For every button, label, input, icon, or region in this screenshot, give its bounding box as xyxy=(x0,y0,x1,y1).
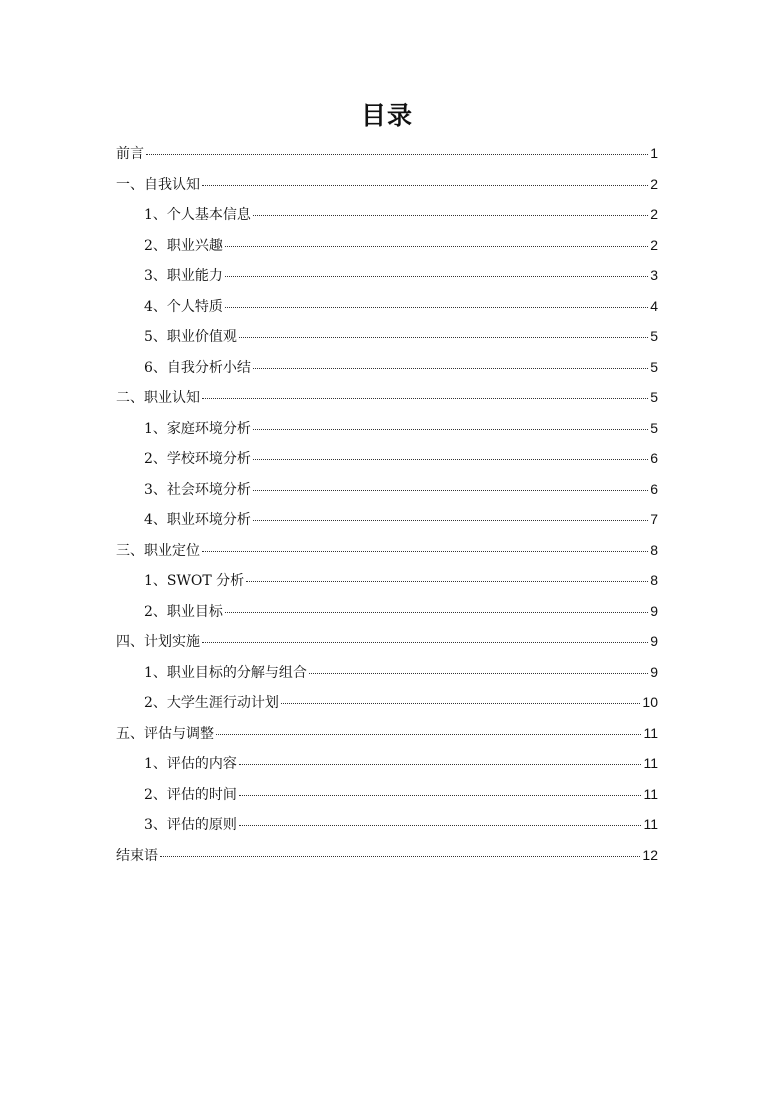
toc-subentry[interactable] xyxy=(116,230,658,261)
toc-entry-page: 9 xyxy=(650,633,658,649)
toc-entry-label: 1、SWOT 分析 xyxy=(144,573,245,589)
toc-subentry[interactable] xyxy=(116,504,658,535)
toc-entry[interactable] xyxy=(116,718,658,749)
toc-dot-leader xyxy=(202,185,648,186)
toc-entry-page: 5 xyxy=(650,328,658,344)
toc-entry[interactable] xyxy=(116,840,658,871)
toc-entry-label: 三、职业定位 xyxy=(116,542,200,559)
toc-title: 目录 xyxy=(360,101,413,130)
toc-subentry[interactable] xyxy=(116,565,658,596)
toc-entry[interactable] xyxy=(116,138,658,169)
toc-dot-leader xyxy=(216,734,641,735)
toc-dot-leader xyxy=(253,520,648,521)
toc-subentry[interactable] xyxy=(116,443,658,474)
toc-entry-label: 1、家庭环境分析 xyxy=(144,420,251,437)
toc-entry-label: 2、大学生涯行动计划 xyxy=(144,695,279,711)
toc-entry-label: 1、个人基本信息 xyxy=(144,207,251,223)
toc-entry-page: 8 xyxy=(650,572,658,588)
toc-subentry[interactable] xyxy=(116,687,658,718)
toc-subentry[interactable] xyxy=(116,199,658,230)
toc-entry[interactable] xyxy=(116,382,658,413)
toc-entry-page: 2 xyxy=(650,206,658,222)
toc-entry[interactable] xyxy=(116,626,658,657)
toc-subentry[interactable] xyxy=(116,291,658,322)
toc-entry-page: 5 xyxy=(650,358,658,375)
toc-entry-label: 1、评估的内容 xyxy=(144,756,237,772)
toc-dot-leader xyxy=(202,642,648,643)
toc-entry-label: 3、评估的原则 xyxy=(144,817,237,833)
toc-entry-page: 4 xyxy=(650,297,658,314)
toc-entry-label: 5、职业价值观 xyxy=(144,329,237,345)
toc-entry-page: 9 xyxy=(650,663,658,680)
toc-entry-label: 4、个人特质 xyxy=(144,298,223,315)
toc-dot-leader xyxy=(253,368,648,369)
toc-entry-label: 一、自我认知 xyxy=(116,176,200,193)
toc-subentry[interactable] xyxy=(116,260,658,291)
toc-subentry[interactable] xyxy=(116,321,658,352)
toc-dot-leader xyxy=(253,429,648,430)
toc-entry-label: 6、自我分析小结 xyxy=(144,359,251,376)
toc-entry-label: 结束语 xyxy=(116,847,158,864)
toc-subentry[interactable] xyxy=(116,596,658,627)
toc-dot-leader xyxy=(246,581,648,582)
toc-dot-leader xyxy=(253,459,648,460)
toc-entry-page: 9 xyxy=(650,602,658,619)
toc-entry-label: 二、职业认知 xyxy=(116,390,200,406)
toc-entry-label: 1、职业目标的分解与组合 xyxy=(144,664,307,681)
toc-dot-leader xyxy=(202,398,648,399)
toc-subentry[interactable] xyxy=(116,809,658,840)
toc-dot-leader xyxy=(239,825,642,826)
toc-entry-page: 11 xyxy=(643,816,658,832)
toc-entry-label: 前言 xyxy=(116,146,144,162)
toc-entry-page: 11 xyxy=(643,724,658,741)
toc-dot-leader xyxy=(281,703,641,704)
toc-entry-page: 11 xyxy=(643,755,658,771)
toc-dot-leader xyxy=(160,856,640,857)
toc-entry-label: 2、评估的时间 xyxy=(144,786,237,803)
toc-list xyxy=(116,138,658,870)
toc-entry-page: 5 xyxy=(650,419,658,436)
toc-entry-page: 3 xyxy=(650,267,658,283)
toc-entry-label: 2、职业兴趣 xyxy=(144,237,223,254)
toc-entry-page: 2 xyxy=(650,236,658,253)
toc-dot-leader xyxy=(239,337,648,338)
toc-dot-leader xyxy=(202,551,648,552)
toc-dot-leader xyxy=(253,490,648,491)
toc-entry-label: 3、职业能力 xyxy=(144,268,223,284)
toc-entry-page: 2 xyxy=(650,175,658,192)
toc-entry-label: 2、学校环境分析 xyxy=(144,451,251,467)
toc-entry-label: 4、职业环境分析 xyxy=(144,512,251,528)
toc-entry-page: 7 xyxy=(650,511,658,527)
toc-dot-leader xyxy=(146,154,648,155)
toc-entry-page: 5 xyxy=(650,389,658,405)
toc-entry-page: 6 xyxy=(650,480,658,497)
toc-dot-leader xyxy=(225,276,648,277)
toc-entry-page: 12 xyxy=(642,846,658,863)
toc-dot-leader xyxy=(309,673,648,674)
toc-dot-leader xyxy=(239,795,642,796)
toc-entry-page: 8 xyxy=(650,541,658,558)
toc-subentry[interactable] xyxy=(116,352,658,383)
toc-entry-label: 3、社会环境分析 xyxy=(144,481,251,498)
toc-subentry[interactable] xyxy=(116,748,658,779)
toc-entry[interactable] xyxy=(116,169,658,200)
toc-dot-leader xyxy=(225,612,648,613)
toc-entry-label: 四、计划实施 xyxy=(116,634,200,650)
toc-dot-leader xyxy=(225,246,648,247)
toc-subentry[interactable] xyxy=(116,657,658,688)
toc-entry-page: 1 xyxy=(650,145,658,161)
toc-entry-label: 2、职业目标 xyxy=(144,603,223,620)
toc-subentry[interactable] xyxy=(116,474,658,505)
toc-entry-page: 10 xyxy=(642,694,658,710)
toc-subentry[interactable] xyxy=(116,779,658,810)
toc-entry-label: 五、评估与调整 xyxy=(116,725,214,742)
toc-entry-page: 11 xyxy=(643,785,658,802)
toc-subentry[interactable] xyxy=(116,413,658,444)
toc-dot-leader xyxy=(253,215,648,216)
toc-entry-page: 6 xyxy=(650,450,658,466)
toc-entry[interactable] xyxy=(116,535,658,566)
toc-dot-leader xyxy=(239,764,642,765)
toc-dot-leader xyxy=(225,307,648,308)
